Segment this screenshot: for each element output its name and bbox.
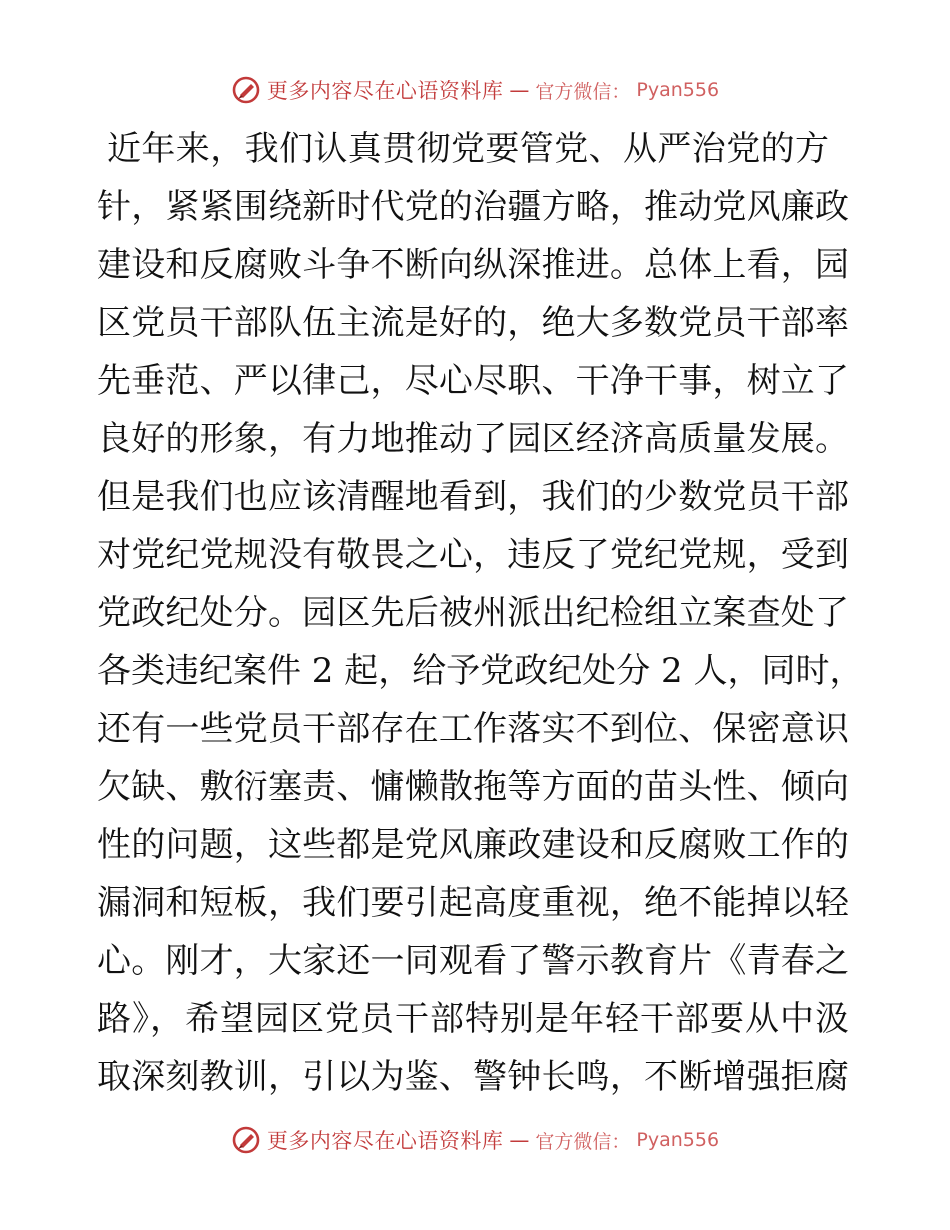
text-line: 区党员干部队伍主流是好的，绝大多数党员干部率 xyxy=(97,303,849,343)
header-banner-id: Pyan556 xyxy=(636,79,720,101)
header-banner xyxy=(0,70,950,110)
footer-banner-id: Pyan556 xyxy=(636,1129,720,1151)
text-line: 但是我们也应该清醒地看到，我们的少数党员干部 xyxy=(97,477,849,517)
text-line: 欠缺、敷衍塞责、慵懒散拖等方面的苗头性、倾向 xyxy=(97,767,849,807)
text-line: 近年来，我们认真贯彻党要管党、从严治党的方 xyxy=(107,129,829,169)
text-line: 良好的形象，有力地推动了园区经济高质量发展。 xyxy=(97,419,849,459)
footer-banner-label: 官方微信： xyxy=(535,1130,631,1153)
header-banner-label: 官方微信： xyxy=(535,80,631,103)
header-banner-text: 更多内容尽在心语资料库 xyxy=(266,79,504,103)
text-line: 取深刻教训，引以为鉴、警钟长鸣，不断增强拒腐 xyxy=(97,1057,849,1097)
text-line: 党政纪处分。园区先后被州派出纪检组立案查处了 xyxy=(97,593,849,633)
text-line: 先垂范、严以律己，尽心尽职、干净干事，树立了 xyxy=(97,361,849,401)
text-line: 性的问题，这些都是党风廉政建设和反腐败工作的 xyxy=(97,825,849,865)
footer-banner-dash: — xyxy=(509,1128,530,1152)
text-line: 对党纪党规没有敬畏之心，违反了党纪党规，受到 xyxy=(97,535,849,575)
text-line: 漏洞和短板，我们要引起高度重视，绝不能掉以轻 xyxy=(97,883,849,923)
text-line: 建设和反腐败斗争不断向纵深推进。总体上看，园 xyxy=(97,245,849,285)
brand-logo-icon xyxy=(231,1125,261,1155)
text-line: 心。刚才，大家还一同观看了警示教育片《青春之 xyxy=(97,941,849,981)
footer-banner xyxy=(0,1120,950,1160)
header-banner-dash: — xyxy=(509,78,530,102)
text-line: 各类违纪案件 2 起，给予党政纪处分 2 人，同时， xyxy=(97,651,864,691)
text-line: 针，紧紧围绕新时代党的治疆方略，推动党风廉政 xyxy=(97,187,849,227)
text-line: 还有一些党员干部存在工作落实不到位、保密意识 xyxy=(97,709,849,749)
text-line: 路》，希望园区党员干部特别是年轻干部要从中汲 xyxy=(97,999,849,1039)
brand-logo-icon xyxy=(231,75,261,105)
footer-banner-text: 更多内容尽在心语资料库 xyxy=(266,1129,504,1153)
